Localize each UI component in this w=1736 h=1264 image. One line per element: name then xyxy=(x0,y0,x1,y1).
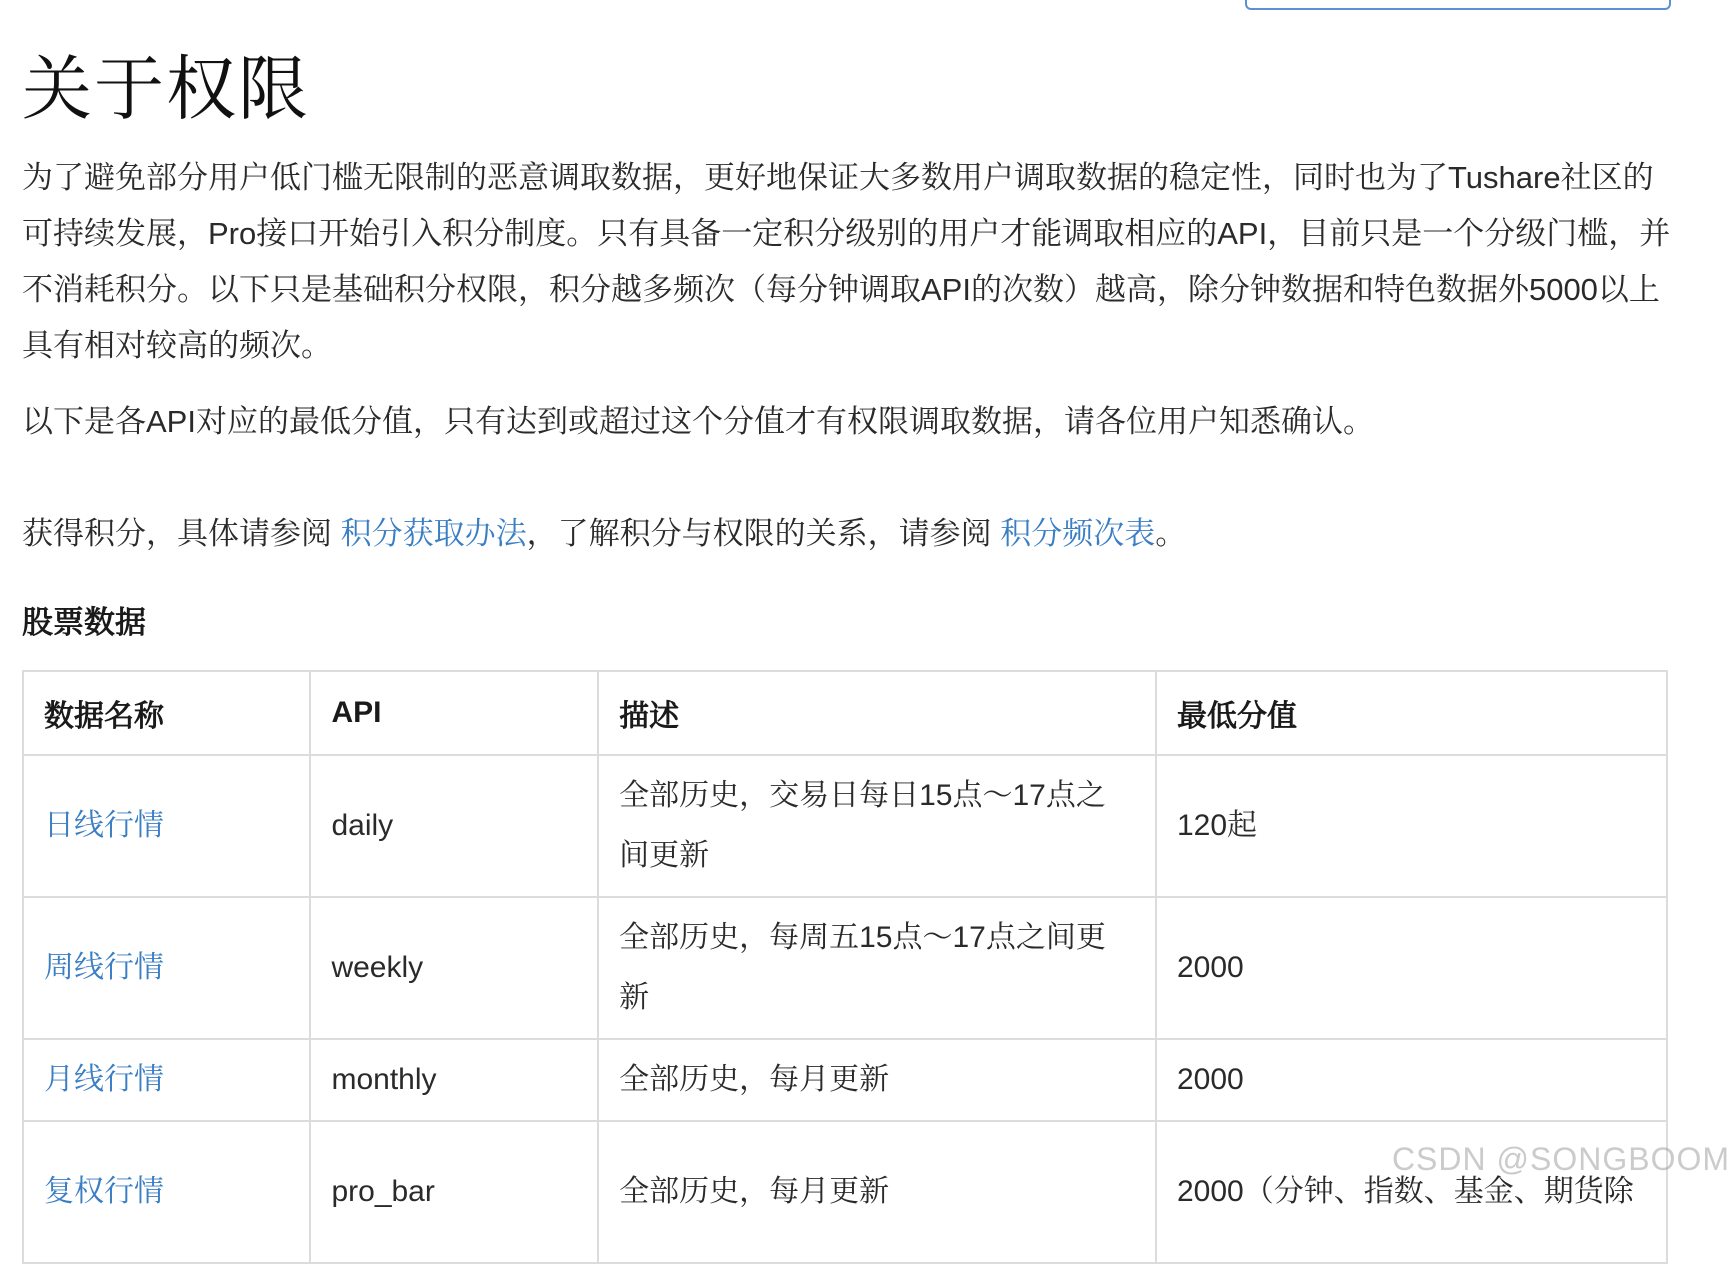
search-box-edge[interactable] xyxy=(1245,0,1671,10)
data-name-link[interactable]: 周线行情 xyxy=(44,951,164,984)
desc-cell: 全部历史，交易日每日15点～17点之间更新 xyxy=(598,755,1156,897)
intro-paragraph: 为了避免部分用户低门槛无限制的恶意调取数据，更好地保证大多数用户调取数据的稳定性，同时也为了Tushare社区的可持续发展，Pro接口开始引入积分制度。只有具备一定积分级别的用户才能调取相应的API，目前只是一个分级门槛，并不消耗积分。以下只是基础积分权限，积分越多频次（每分钟调取API的次数）越高，除分钟数据和特色数据外5000以上具有相对较高的频次。 xyxy=(22,160,1671,363)
links-paragraph xyxy=(22,506,1672,562)
data-name-cell xyxy=(23,1121,310,1263)
points-frequency-link[interactable]: 积分频次表 xyxy=(1000,516,1156,551)
table-header-row xyxy=(23,671,1667,755)
note-paragraph: 以下是各API对应的最低分值，只有达到或超过这个分值才有权限调取数据，请各位用户知悉确认。 xyxy=(22,404,1374,439)
header-desc: 描述 xyxy=(598,671,1156,755)
api-cell: weekly xyxy=(310,897,598,1039)
data-name-link[interactable]: 日线行情 xyxy=(44,809,164,842)
min-score-cell: 120起 xyxy=(1156,755,1667,897)
header-name: 数据名称 xyxy=(23,671,310,755)
links-text-after: 。 xyxy=(1155,516,1187,551)
header-min-score: 最低分值 xyxy=(1156,671,1667,755)
data-name-cell xyxy=(23,1039,310,1121)
data-name-link[interactable]: 月线行情 xyxy=(44,1063,164,1096)
api-cell: monthly xyxy=(310,1039,598,1121)
data-name-link[interactable]: 复权行情 xyxy=(44,1175,164,1208)
desc-cell: 全部历史，每月更新 xyxy=(598,1039,1156,1121)
min-score-cell: 2000（分钟、指数、基金、期货除 xyxy=(1156,1121,1667,1263)
min-score-cell: 2000 xyxy=(1156,1039,1667,1121)
section-heading: 股票数据 xyxy=(22,605,146,640)
links-text-before: 获得积分，具体请参阅 xyxy=(22,516,341,551)
desc-cell: 全部历史，每月更新 xyxy=(598,1121,1156,1263)
api-cell: pro_bar xyxy=(310,1121,598,1263)
data-name-cell xyxy=(23,755,310,897)
api-cell: daily xyxy=(310,755,598,897)
desc-cell: 全部历史，每周五15点～17点之间更新 xyxy=(598,897,1156,1039)
table-row xyxy=(23,897,1667,1039)
data-name-cell xyxy=(23,897,310,1039)
watermark: CSDN @SONGBOOM xyxy=(1391,1141,1730,1177)
header-api: API xyxy=(310,671,598,755)
links-text-between: ，了解积分与权限的关系，请参阅 xyxy=(526,516,1001,551)
table-row xyxy=(23,755,1667,897)
min-score-cell: 2000 xyxy=(1156,897,1667,1039)
points-acquisition-link[interactable]: 积分获取办法 xyxy=(340,516,527,551)
table-row xyxy=(23,1039,1667,1121)
page-title: 关于权限 xyxy=(22,50,310,128)
